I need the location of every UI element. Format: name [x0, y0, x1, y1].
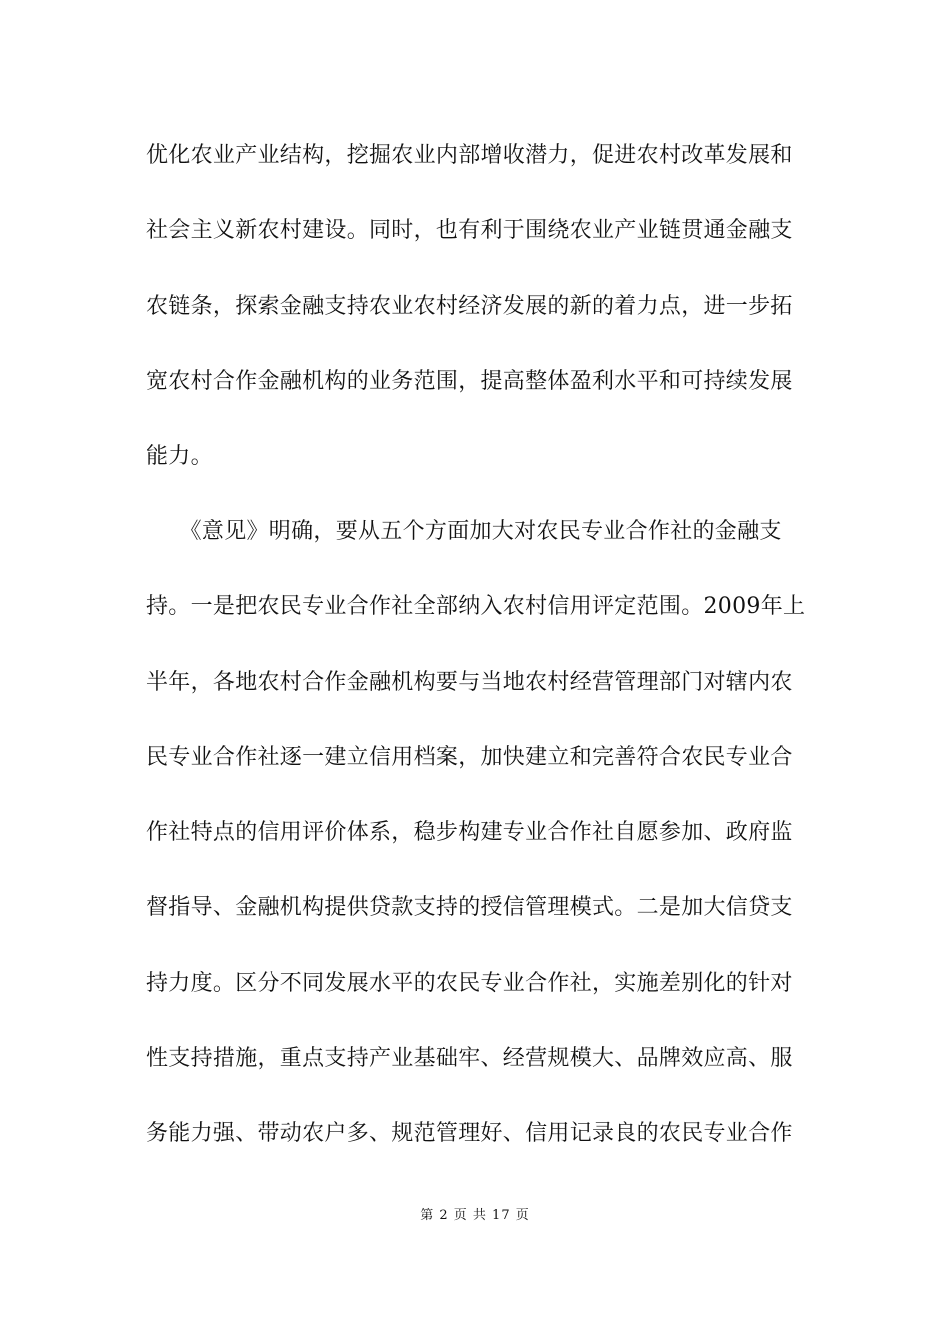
body-text-line: 民专业合作社逐一建立信用档案，加快建立和完善符合农民专业合 — [146, 745, 793, 770]
body-text-line: 半年，各地农村合作金融机构要与当地农村经营管理部门对辖内农 — [146, 670, 793, 695]
body-text-line: 务能力强、带动农户多、规范管理好、信用记录良的农民专业合作 — [146, 1121, 793, 1146]
body-text-line: 持力度。区分不同发展水平的农民专业合作社，实施差别化的针对 — [146, 971, 793, 996]
body-text-line: 社会主义新农村建设。同时，也有利于围绕农业产业链贯通金融支 — [146, 218, 793, 243]
body-text-line: 能力。 — [146, 444, 213, 469]
body-text-line: 宽农村合作金融机构的业务范围，提高整体盈利水平和可持续发展 — [146, 369, 793, 394]
body-text-line: 《意见》明确，要从五个方面加大对农民专业合作社的金融支 — [146, 519, 782, 544]
body-text-line: 督指导、金融机构提供贷款支持的授信管理模式。二是加大信贷支 — [146, 895, 793, 920]
page-number-footer: 第 2 页 共 17 页 — [420, 1208, 530, 1223]
body-text-line: 性支持措施，重点支持产业基础牢、经营规模大、品牌效应高、服 — [146, 1046, 793, 1071]
body-text-line: 优化农业产业结构，挖掘农业内部增收潜力，促进农村改革发展和 — [146, 143, 793, 168]
body-text-line: 持。一是把农民专业合作社全部纳入农村信用评定范围。2009年上 — [146, 594, 806, 619]
body-text-line: 农链条，探索金融支持农业农村经济发展的新的着力点，进一步拓 — [146, 294, 793, 319]
body-text-line: 作社特点的信用评价体系，稳步构建专业合作社自愿参加、政府监 — [146, 820, 793, 845]
